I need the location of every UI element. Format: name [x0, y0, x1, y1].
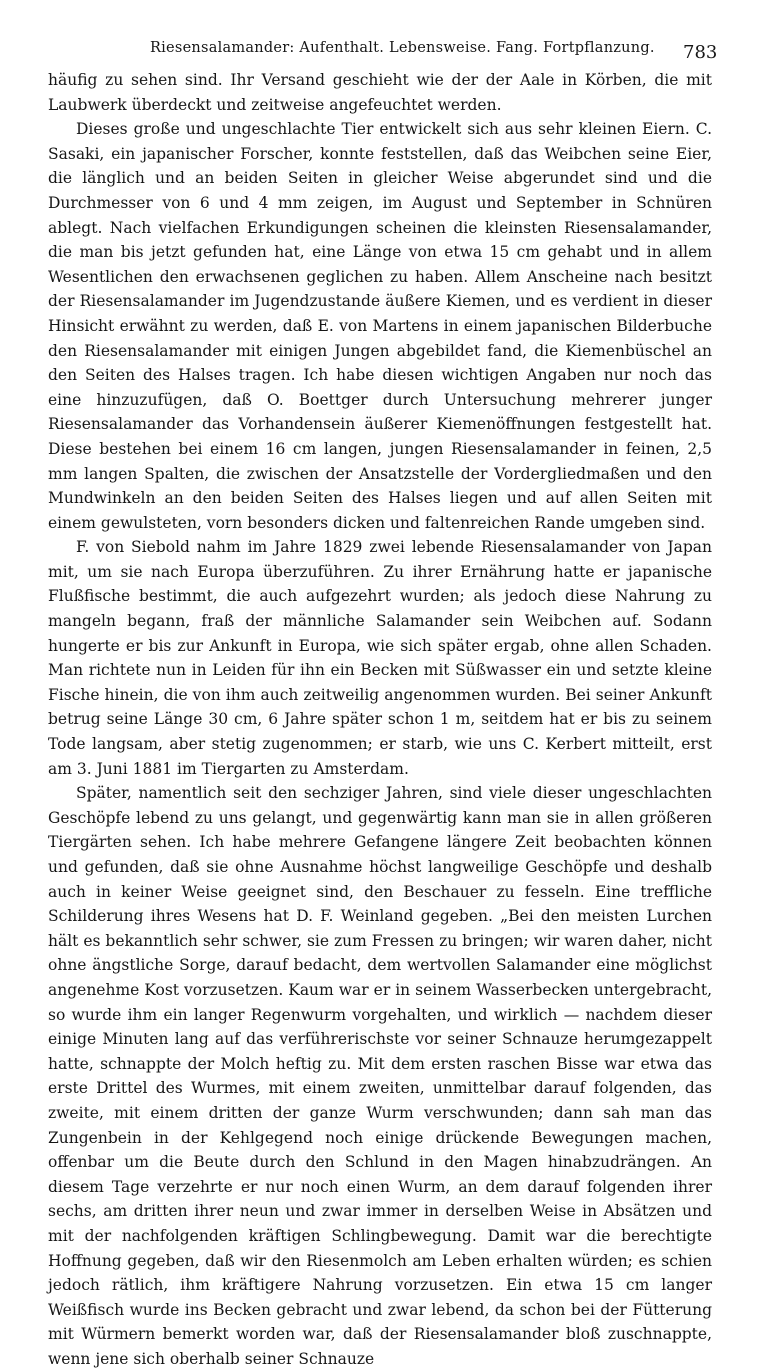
- paragraph-eggs-and-gills: Dieses große und ungeschlachte Tier entwickelt sich aus sehr kleinen Eiern. C. Sasaki, ein japanischer Forscher, konnte feststellen, daß das Weibchen seine Eier, die länglich und an beiden Seiten in gleicher Weise abgerundet sind und die Durchmesser von 6 und 4 mm zeigen, im August und September in Schnüren ablegt. Nach vielfachen Erkundigungen scheinen die kleinsten Riesensalamander, die man bis jetzt gefunden hat, eine Länge von etwa 15 cm gehabt und in allem Wesentlichen den erwachsenen geglichen zu haben. Allem Anscheine nach besitzt der Riesensalamander im Jugendzustande äußere Kiemen, und es verdient in dieser Hinsicht erwähnt zu werden, daß E. von Martens in einem japanischen Bilderbuche den Riesensalamander mit einigen Jungen abgebildet fand, die Kiemenbüschel an den Seiten des Halses tragen. Ich habe diesen wichtigen Angaben nur noch das eine hinzuzufügen, daß O. Boettger durch Untersuchung mehrerer junger Riesensalamander das Vorhandensein äußerer Kiemenöffnungen festgestellt hat. Diese bestehen bei einem 16 cm langen, jungen Riesensalamander in feinen, 2,5 mm langen Spalten, die zwischen der Ansatzstelle der Vordergliedmaßen und den Mundwinkeln an den beiden Seiten des Halses liegen und auf allen Seiten mit einem gewulsteten, vorn besonders dicken und faltenreichen Rande umgeben sind.: [48, 120, 712, 532]
- running-title: Riesensalamander: Aufenthalt. Lebensweise. Fang. Fortpflanzung.: [150, 40, 655, 56]
- paragraph-continuation: häufig zu sehen sind. Ihr Versand geschieht wie der der Aale in Körben, die mit Laubwerk überdeckt und zeitweise angefeuchtet werden.: [48, 71, 712, 114]
- paragraph-siebold: F. von Siebold nahm im Jahre 1829 zwei lebende Riesensalamander von Japan mit, um sie nach Europa überzuführen. Zu ihrer Ernährung hatte er japanische Flußfische bestimmt, die auch aufgezehrt wurden; als jedoch diese Nahrung zu mangeln begann, fraß der männliche Salamander sein Weibchen auf. Sodann hungerte er bis zur Ankunft in Europa, wie sich später ergab, ohne allen Schaden. Man richtete nun in Leiden für ihn ein Becken mit Süßwasser ein und setzte kleine Fische hinein, die von ihm auch zeitweilig angenommen wurden. Bei seiner Ankunft betrug seine Länge 30 cm, 6 Jahre später schon 1 m, seitdem hat er bis zu seinem Tode langsam, aber stetig zugenommen; er starb, wie uns C. Kerbert mitteilt, erst am 3. Juni 1881 im Tiergarten zu Amsterdam.: [48, 538, 712, 778]
- paragraph-captivity: Später, namentlich seit den sechziger Jahren, sind viele dieser ungeschlachten Geschöpfe lebend zu uns gelangt, und gegenwärtig kann man sie in allen größeren Tiergärten sehen. Ich habe mehrere Gefangene längere Zeit beobachten können und gefunden, daß sie ohne Ausnahme höchst langweilige Geschöpfe und deshalb auch in keiner Weise geeignet sind, den Beschauer zu fesseln. Eine treffliche Schilderung ihres Wesens hat D. F. Weinland gegeben. „Bei den meisten Lurchen hält es bekanntlich sehr schwer, sie zum Fressen zu bringen; wir waren daher, nicht ohne ängstliche Sorge, darauf bedacht, dem wertvollen Salamander eine möglichst angenehme Kost vorzusetzen. Kaum war er in seinem Wasserbecken untergebracht, so wurde ihm ein langer Regenwurm vorgehalten, und wirklich — nachdem dieser einige Minuten lang auf das verführerischste vor seiner Schnauze herumgezappelt hatte, schnappte der Molch heftig zu. Mit dem ersten raschen Bisse war etwa das erste Drittel des Wurmes, mit einem zweiten, unmittelbar darauf folgenden, das zweite, mit einem dritten der ganze Wurm verschwunden; dann sah man das Zungenbein in der Kehlgegend noch einige drückende Bewegungen machen, offenbar um die Beute durch den Schlund in den Magen hinabzudrängen. An diesem Tage verzehrte er nur noch einen Wurm, an dem darauf folgenden ihrer sechs, am dritten ihrer neun und zwar immer in derselben Weise in Absätzen und mit der nachfolgenden kräftigen Schlingbewegung. Damit war die berechtigte Hoffnung gegeben, daß wir den Riesenmolch am Leben erhalten würden; es schien jedoch rätlich, ihm kräftigere Nahrung vorzusetzen. Ein etwa 15 cm langer Weißfisch wurde ins Becken gebracht und zwar lebend, da schon bei der Fütterung mit Würmern bemerkt worden war, daß der Riesensalamander bloß zuschnappte, wenn jene sich oberhalb seiner Schnauze: [48, 784, 712, 1368]
- text-body: [48, 68, 712, 1371]
- page-number: 783: [683, 42, 718, 63]
- running-head: [0, 40, 758, 66]
